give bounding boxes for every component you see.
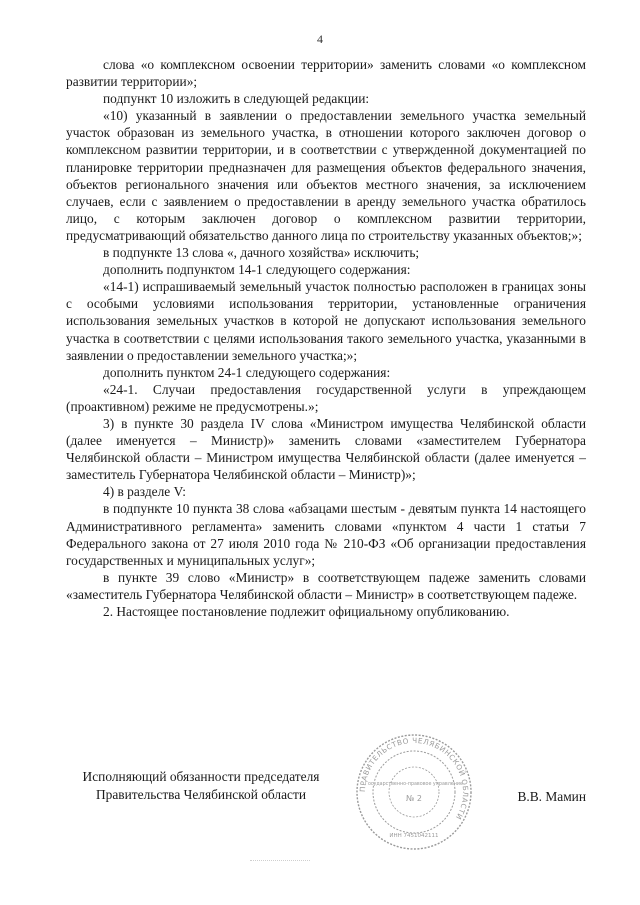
paragraph-6: «14-1) испрашиваемый земельный участок полностью расположен в границах зоны с особыми условиями использования территории, установленные ограничения использования земельных участков в которой не допускают использования земельного участка в соответствии с целями использования такого земельного участка, указанными в заявлении о предоставлении земельного участка;»; — [66, 279, 586, 363]
signatory-title-line-1: Исполняющий обязанности председателя — [82, 769, 320, 784]
paragraph-11: в подпункте 10 пункта 38 слова «абзацами шестым - девятым пункта 14 настоящего Административного регламента» заменить словами «пунктом 4 части 1 статьи 7 Федерального закона от 27 июля 2010 года № 210-ФЗ «Об организации предоставления государственных и муниципальных услуг»; — [66, 501, 586, 568]
seal-ids-text: ИНН 7451042111 — [389, 833, 439, 839]
paragraph-3: «10) указанный в заявлении о предоставлении земельного участка земельный участок образован из земельного участка, в отношении которого заключен договор о комплексном развитии территории, и в соответствии с утвержденной документацией по планировке территории предназначен для размещения объектов федерального значения, объектов регионального значения или объектов местного значения, за исключением случаев, если с заявлением о предоставлении в аренду земельного участка обратилось лицо, с которым заключен договор о комплексном развитии территории, предусматривающий обязательство данного лица по строительству указанных объектов;»; — [66, 108, 586, 243]
paragraph-1: слова «о комплексном освоении территории» заменить словами «о комплексном развитии территории»; — [66, 57, 586, 90]
paragraph-8: «24-1. Случаи предоставления государственной услуги в упреждающем (проактивном) режиме не предусмотрены.»; — [66, 381, 586, 414]
paragraph-10: 4) в разделе V: — [103, 484, 186, 500]
paragraph-7: дополнить пунктом 24-1 следующего содержания: — [103, 364, 391, 380]
signatory-title — [66, 768, 336, 804]
paragraph-5: дополнить подпунктом 14-1 следующего содержания: — [103, 262, 411, 278]
seal-inner-ring — [373, 751, 455, 833]
seal-outer-text: ПРАВИТЕЛЬСТВО ЧЕЛЯБИНСКОЙ ОБЛАСТИ — [357, 735, 471, 822]
official-seal-stamp — [355, 733, 473, 851]
paragraph-2: подпункт 10 изложить в следующей редакции: — [103, 91, 370, 107]
paragraph-9: 3) в пункте 30 раздела IV слова «Министром имущества Челябинской области (далее именуется – Министр)» заменить словами «заместителем Губернатора Челябинской области – Министром имущества Челябинской области (далее именуется – заместитель Губернатора Челябинской области – Министр)»; — [66, 415, 586, 483]
paragraph-4: в подпункте 13 слова «, дачного хозяйства» исключить; — [103, 245, 420, 261]
scan-artifact — [250, 860, 310, 863]
signatory-name: В.В. Мамин — [517, 789, 586, 804]
paragraph-12: в пункте 39 слово «Министр» в соответствующем падеже заменить словами «заместитель Губернатора Челябинской области – Министр» в соответствующем падеже. — [66, 569, 586, 602]
document-body — [66, 56, 586, 620]
seal-inner-text: Государственно-правовое управление — [365, 782, 463, 787]
paragraph-13: 2. Настоящее постановление подлежит официальному опубликованию. — [103, 604, 510, 619]
signatory-title-line-2: Правительства Челябинской области — [96, 787, 306, 802]
page-number: 4 — [317, 32, 323, 46]
seal-center-ring — [389, 767, 439, 817]
seal-number: № 2 — [406, 794, 422, 803]
seal-outer-ring — [357, 735, 471, 849]
